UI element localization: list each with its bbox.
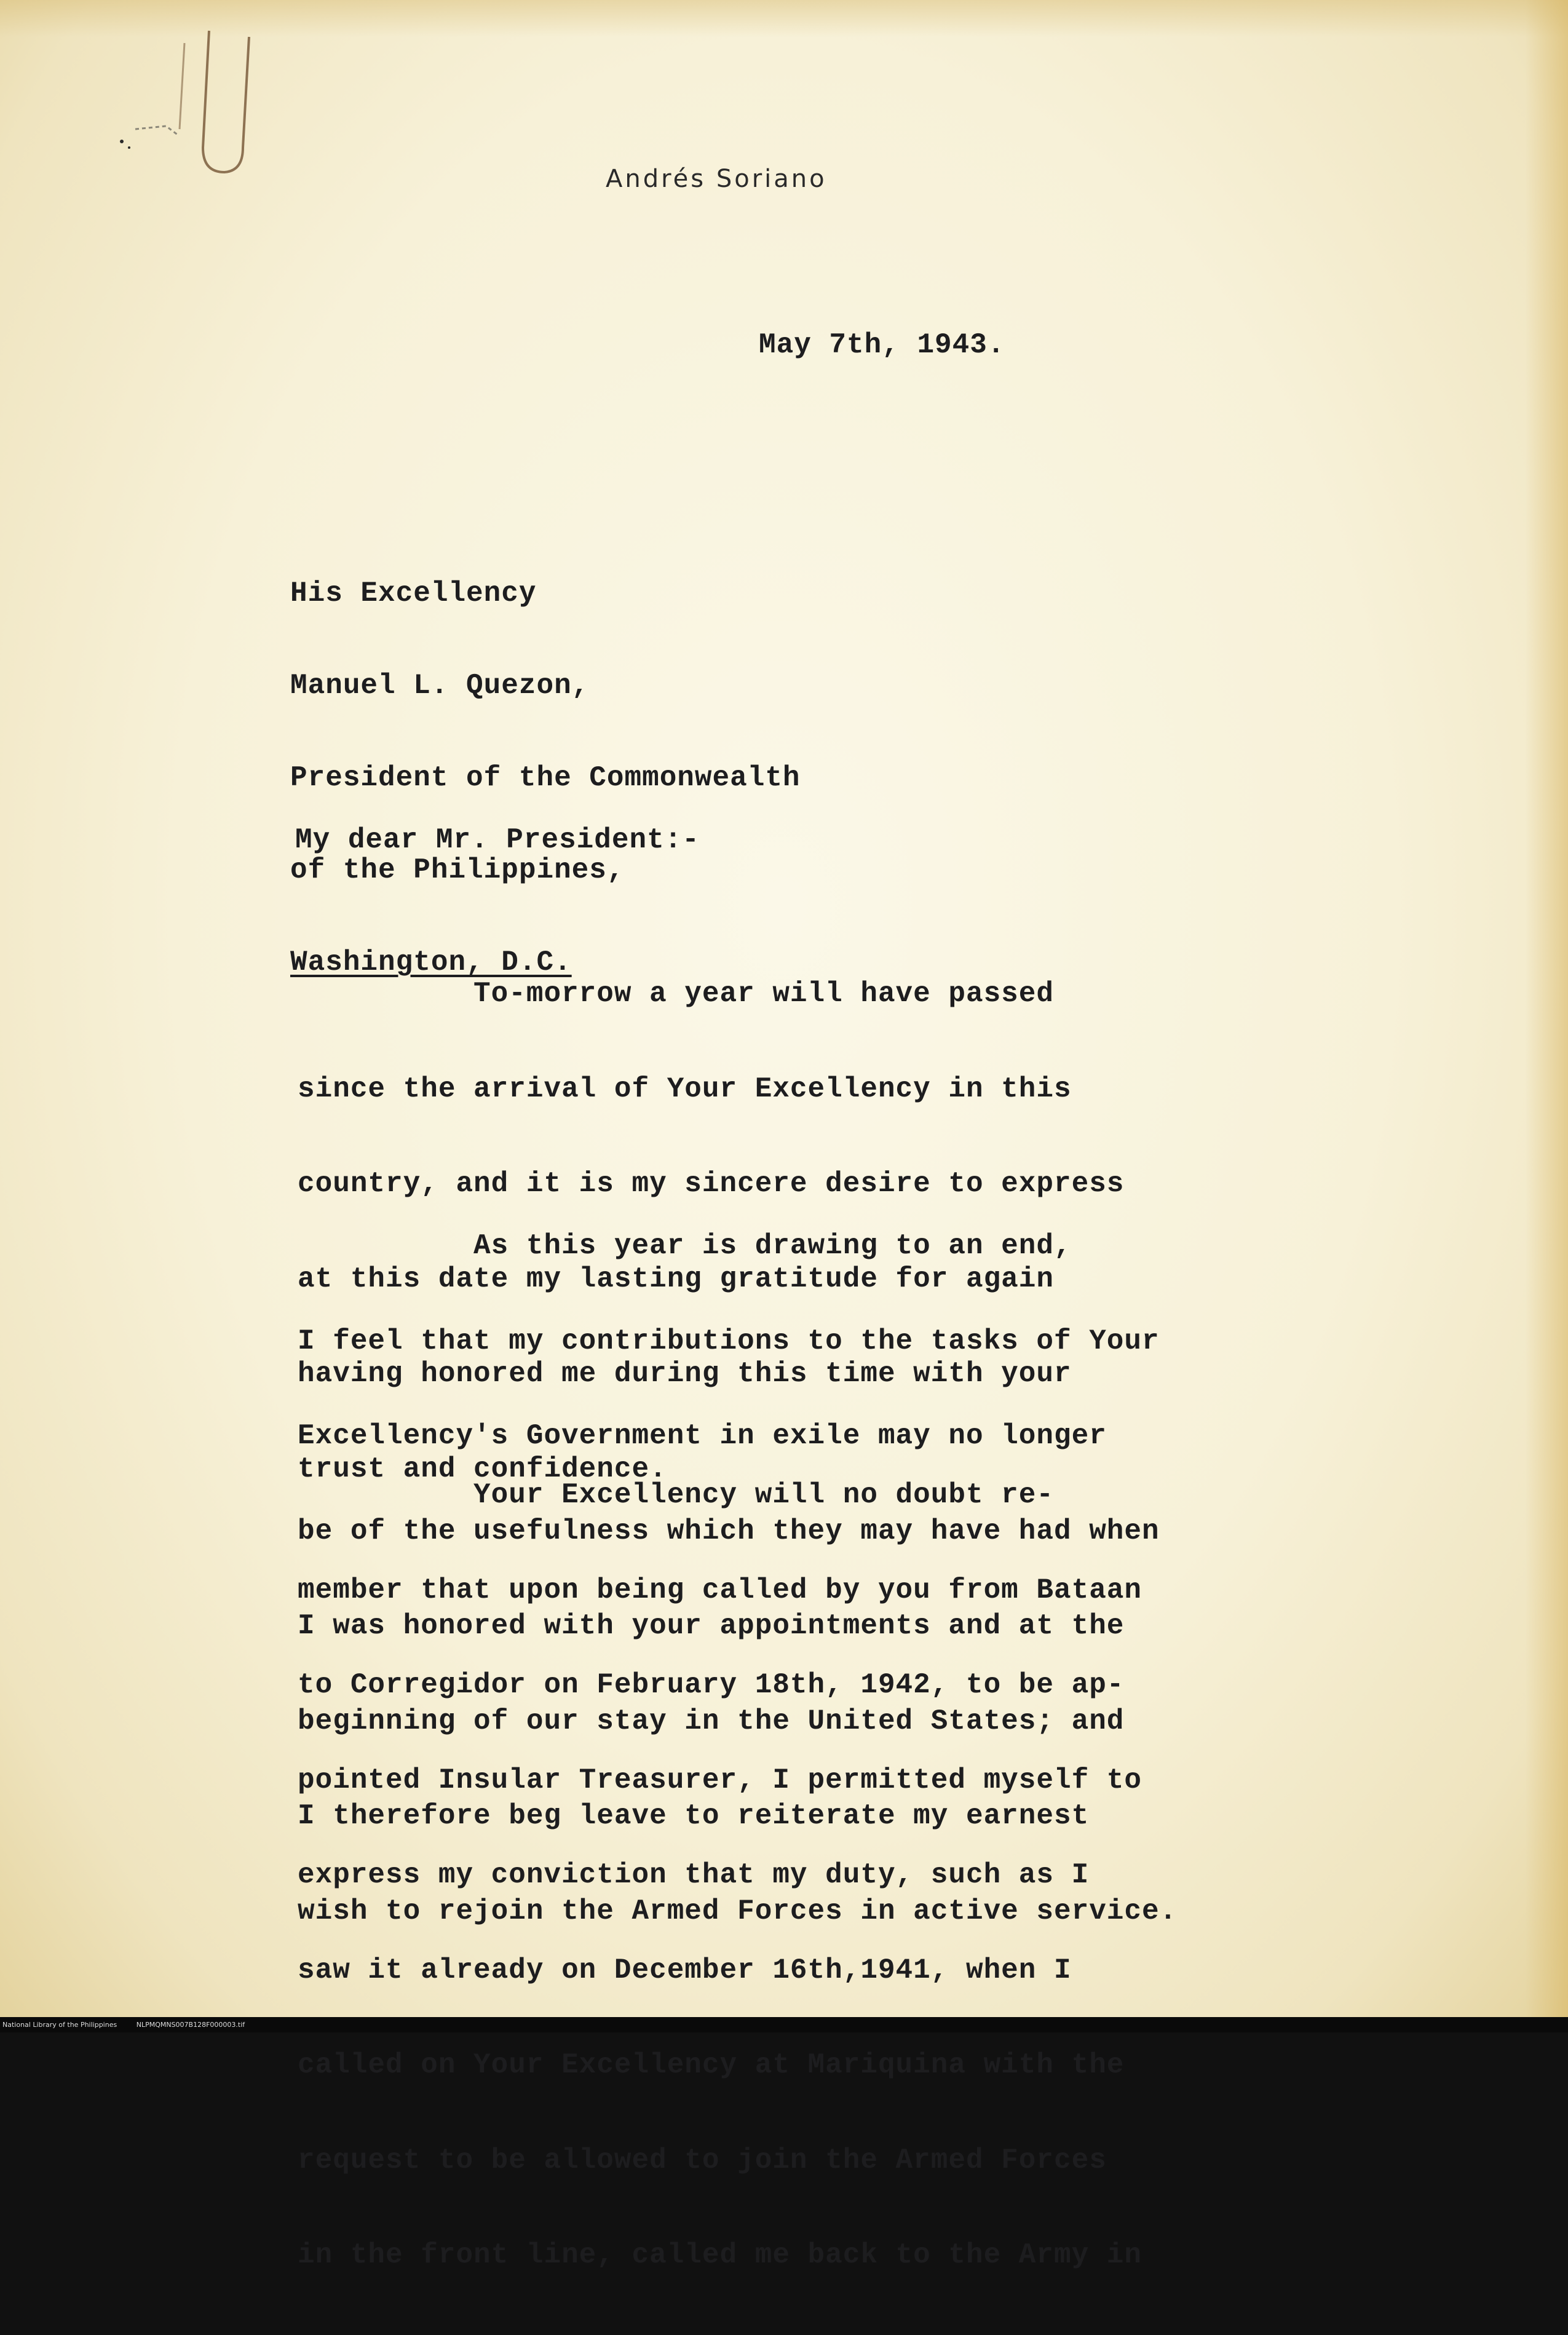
- letterhead: Andrés Soriano: [606, 165, 827, 193]
- text-line: called on Your Excellency at Mariquina with the: [298, 2049, 1125, 2081]
- text-line: at this date my lasting gratitude for again: [298, 1263, 1054, 1295]
- scan-footer: [0, 2017, 1568, 2032]
- letter-date: May 7th, 1943.: [759, 329, 1005, 361]
- text-line: request to be allowed to join the Armed Forces: [298, 2144, 1107, 2176]
- address-line: of the Philippines,: [290, 854, 625, 886]
- text-line: express my conviction that my duty, such as I: [298, 1859, 1090, 1891]
- text-line: to Corregidor on February 18th, 1942, to be ap-: [298, 1669, 1125, 1701]
- text-line: having honored me during this time with your: [298, 1358, 1072, 1390]
- address-line: President of the Commonwealth: [290, 762, 801, 794]
- text-line: I feel that my contributions to the tasks of Your: [298, 1325, 1160, 1357]
- text-line: Excellency's Government in exile may no longer: [298, 1420, 1107, 1452]
- address-line: Manuel L. Quezon,: [290, 670, 590, 702]
- address-location: Washington, D.C.: [290, 946, 572, 978]
- salutation: My dear Mr. President:-: [295, 824, 700, 856]
- text-line: Your Excellency will no doubt re-: [298, 1479, 1054, 1511]
- text-line: pointed Insular Treasurer, I permitted myself to: [298, 1764, 1142, 1796]
- text-line: As this year is drawing to an end,: [298, 1230, 1072, 1262]
- text-line: be of the usefulness which they may have had when: [298, 1515, 1160, 1547]
- text-line: saw it already on December 16th,1941, when I: [298, 1954, 1072, 1986]
- text-line: member that upon being called by you from Bataan: [298, 1574, 1142, 1606]
- text-line: in the front line, called me back to the Army in: [298, 2239, 1142, 2271]
- address-line: His Excellency: [290, 577, 537, 609]
- text-line: To-morrow a year will have passed: [298, 978, 1054, 1010]
- paragraph-3: [298, 1416, 1142, 2335]
- text-line: I was honored with your appointments and at the: [298, 1610, 1125, 1642]
- text-line: trust and confidence.: [298, 1453, 667, 1485]
- text-line: country, and it is my sincere desire to express: [298, 1168, 1125, 1200]
- text-line: wish to rejoin the Armed Forces in active service.: [298, 1895, 1178, 1927]
- text-line: I therefore beg leave to reiterate my earnest: [298, 1800, 1090, 1832]
- paper-stain-edge: [1525, 0, 1568, 2017]
- text-line: since the arrival of Your Excellency in this: [298, 1072, 1072, 1105]
- text-line: beginning of our stay in the United States; and: [298, 1705, 1125, 1737]
- footer-institution: National Library of the Philippines: [2, 2021, 117, 2029]
- paperclip-mark: [111, 25, 264, 184]
- footer-file-id: NLPMQMNS007B128F000003.tif: [136, 2021, 245, 2029]
